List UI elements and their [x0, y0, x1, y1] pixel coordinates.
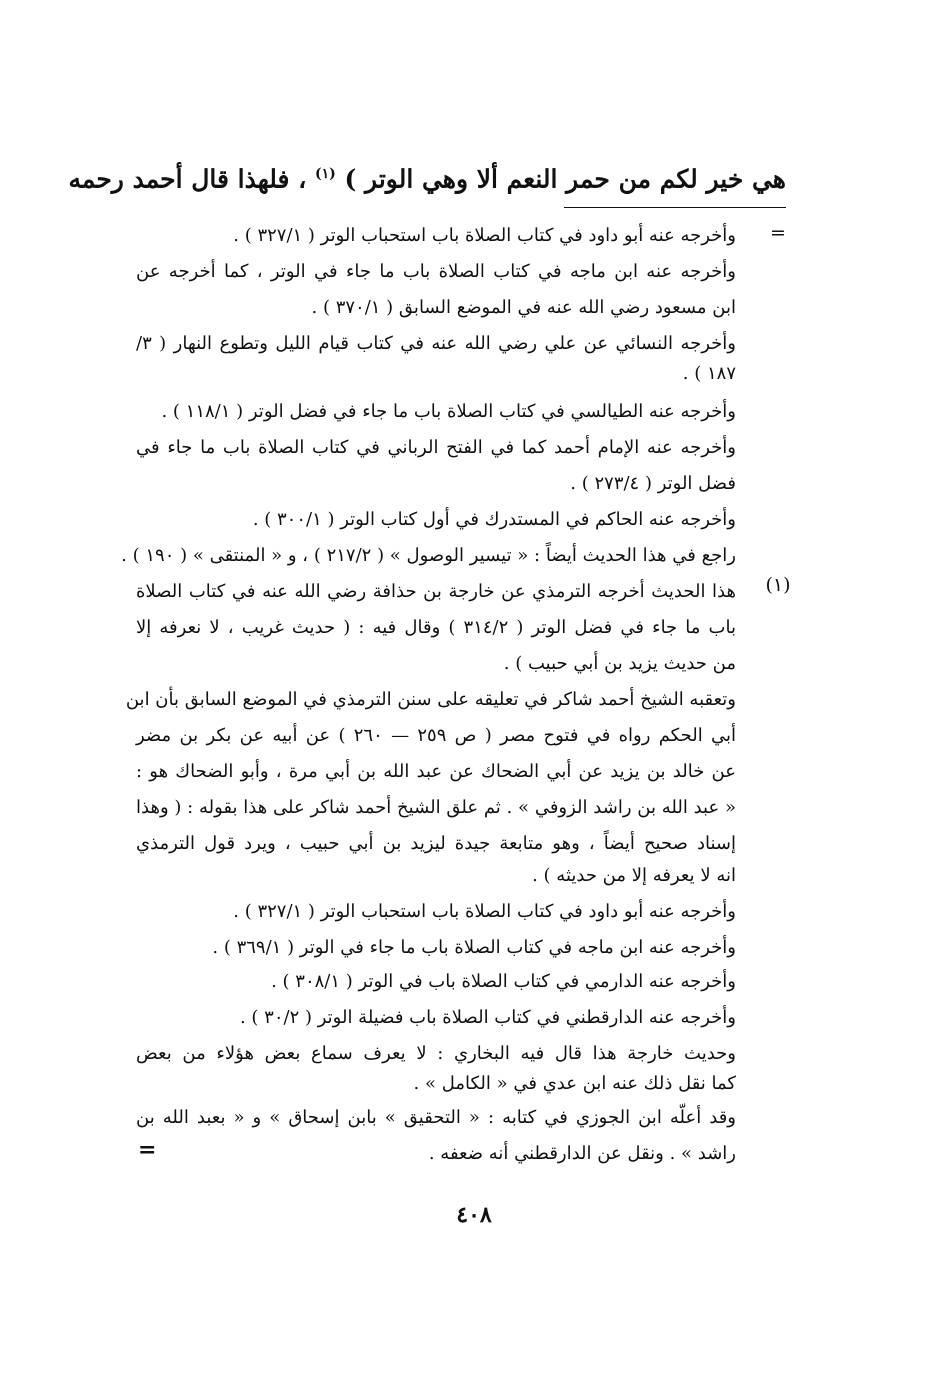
footnote-separator-rule: [564, 207, 786, 208]
footnote-ref-1[interactable]: (١): [315, 166, 336, 182]
footnote-1-line: عن خالد بن يزيد عن أبي الضحاك عن عبد الله بن أبي مرة ، وأبو الضحاك هو :: [136, 761, 736, 782]
footnote-1-line: وأخرجه عنه الدارقطني في كتاب الصلاة باب فضيلة الوتر ( ٣٠/٢ ) .: [239, 1007, 736, 1028]
page-number: ٤٠٨: [456, 1202, 492, 1228]
footnote-cont-line: وأخرجه عنه الحاكم في المستدرك في أول كتاب الوتر ( ٣٠٠/١ ) .: [252, 509, 736, 530]
footnote-cont-line: فضل الوتر ( ٢٧٣/٤ ) .: [570, 473, 736, 494]
continuation-marker-top: =: [770, 222, 786, 244]
footnote-1-line: وتعقبه الشيخ أحمد شاكر في تعليقه على سنن الترمذي في الموضع السابق بأن ابن: [125, 689, 736, 710]
footnote-cont-line: راجع في هذا الحديث أيضاً : « تيسير الوصول » ( ٢١٧/٢ ) ، و « المنتقى » ( ١٩٠ ) .: [121, 545, 736, 566]
footnote-1-line: أبي الحكم رواه في فتوح مصر ( ص ٢٥٩ — ٢٦٠ ) عن أبيه عن بكر بن مضر: [136, 725, 737, 746]
footnote-cont-line: وأخرجه عنه الطيالسي في كتاب الصلاة باب ما جاء في فضل الوتر ( ١١٨/١ ) .: [161, 401, 736, 422]
footnote-1-line: كما نقل ذلك عنه ابن عدي في « الكامل » .: [413, 1073, 736, 1094]
footnote-cont-line: ابن مسعود رضي الله عنه في الموضع السابق ( ٣٧٠/١ ) .: [311, 297, 736, 318]
footnote-cont-line: وأخرجه عنه الإمام أحمد كما في الفتح الرباني في كتاب الصلاة باب ما جاء في: [136, 437, 736, 458]
main-text-after-ref: ، فلهذا قال أحمد رحمه: [68, 164, 307, 194]
footnote-1-line: هذا الحديث أخرجه الترمذي عن خارجة بن حذافة رضي الله عنه في كتاب الصلاة: [136, 581, 736, 602]
footnote-cont-line: وأخرجه عنه ابن ماجه في كتاب الصلاة باب ما جاء في الوتر ، كما أخرجه عن: [136, 261, 736, 282]
main-text-before-ref: هي خير لكم من حمر النعم ألا وهي الوتر ): [344, 164, 786, 194]
footnote-1-line: وأخرجه عنه ابن ماجه في كتاب الصلاة باب ما جاء في الوتر ( ٣٦٩/١ ) .: [212, 937, 736, 958]
footnote-1-line: راشد » . ونقل عن الدارقطني أنه ضعفه .: [428, 1143, 736, 1164]
continuation-marker-bottom: =: [138, 1137, 157, 1163]
footnote-1-line: وحديث خارجة هذا قال فيه البخاري : لا يعرف سماع بعض هؤلاء من بعض: [136, 1043, 736, 1064]
footnote-1-line: إسناد صحيح أيضاً ، وهو متابعة جيدة ليزيد بن أبي حبيب ، ويرد قول الترمذي: [136, 833, 736, 854]
footnote-cont-line: ١٨٧ ) .: [682, 363, 736, 384]
footnote-1-line: باب ما جاء في فضل الوتر ( ٣١٤/٢ ) وقال فيه : ( حديث غريب ، لا نعرفه إلا: [136, 617, 736, 638]
footnote-1-line: وأخرجه عنه أبو داود في كتاب الصلاة باب استحباب الوتر ( ٣٢٧/١ ) .: [233, 901, 736, 922]
footnote-1-line: وقد أعلّه ابن الجوزي في كتابه : « التحقيق » بابن إسحاق » و « بعبد الله بن: [136, 1107, 736, 1128]
footnote-1-line: وأخرجه عنه الدارمي في كتاب الصلاة باب في الوتر ( ٣٠٨/١ ) .: [271, 971, 736, 992]
footnote-cont-line: وأخرجه النسائي عن علي رضي الله عنه في كتاب قيام الليل وتطوع النهار ( ٣/: [136, 333, 736, 354]
footnote-cont-line: وأخرجه عنه أبو داود في كتاب الصلاة باب استحباب الوتر ( ٣٢٧/١ ) .: [233, 225, 736, 246]
footnote-1-line: انه لا يعرفه إلا من حديثه ) .: [532, 865, 736, 886]
footnote-1-line: « عبد الله بن راشد الزوفي » . ثم علق الشيخ أحمد شاكر على هذا بقوله : ( وهذا: [136, 797, 736, 818]
footnote-1-line: من حديث يزيد بن أبي حبيب ) .: [503, 653, 736, 674]
footnote-number-1: (١): [765, 574, 791, 596]
main-text-line: [68, 148, 786, 205]
